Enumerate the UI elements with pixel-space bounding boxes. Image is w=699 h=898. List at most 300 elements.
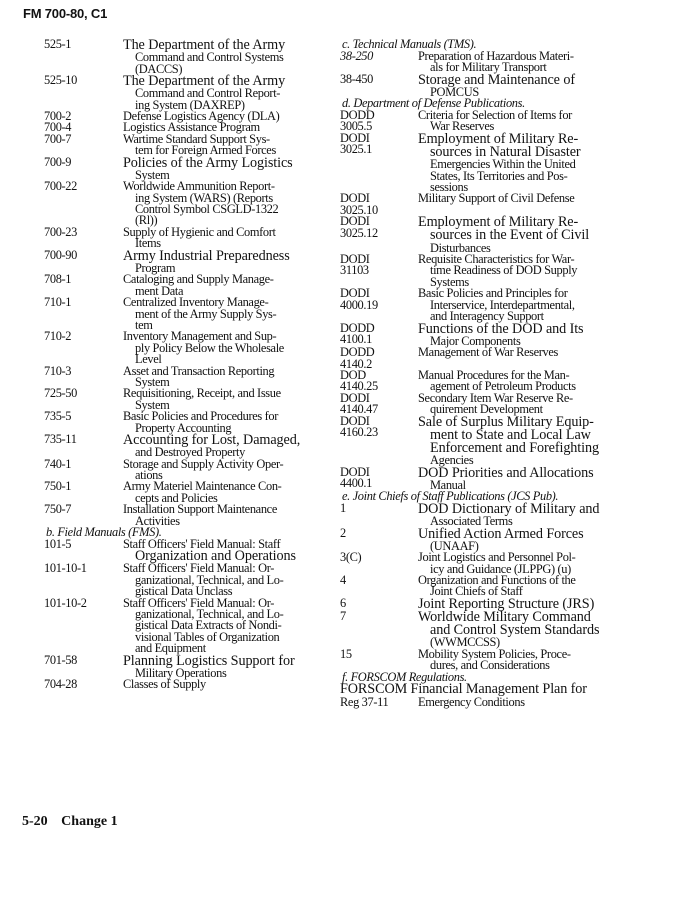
reference-title-line: visional Tables of Organization	[135, 629, 280, 644]
reference-number-line: 101-10-2	[44, 595, 87, 610]
reference-entry	[340, 110, 670, 133]
reference-title-line: Enforcement and Forefighting	[430, 439, 599, 456]
reference-number-line: 4160.23	[340, 424, 378, 439]
reference-entry	[22, 363, 314, 389]
reference-number-line: 700-7	[44, 131, 72, 146]
reference-title	[123, 434, 314, 459]
reference-number	[340, 320, 418, 346]
reference-title-line: ment Data	[135, 283, 184, 298]
reference-number-line: 704-28	[44, 677, 78, 692]
reference-title-line: ment of the Army Supply Sys-	[135, 306, 277, 321]
reference-number	[22, 224, 123, 239]
reference-title	[418, 48, 670, 75]
reference-number	[340, 254, 418, 277]
reference-title-line: and Interagency Support	[430, 309, 544, 324]
reference-title-line: sources in Natural Disaster	[430, 144, 581, 161]
reference-title	[123, 456, 314, 483]
reference-title	[418, 288, 670, 322]
reference-title	[418, 130, 670, 195]
reference-number	[22, 274, 123, 285]
reference-title	[123, 297, 314, 331]
reference-title	[123, 388, 314, 411]
reference-number	[22, 536, 123, 551]
reference-number-line: 4100.1	[340, 331, 372, 346]
section-heading: f. FORSCOM Regulations.	[342, 669, 467, 684]
reference-number-line: 2	[340, 525, 346, 540]
section-heading: b. Field Manuals (FMS).	[46, 525, 162, 540]
reference-number-line: 710-2	[44, 329, 72, 344]
reference-entry	[340, 525, 670, 553]
reference-title-line: The Department of the Army	[123, 37, 286, 53]
reference-number	[22, 481, 123, 492]
reference-number	[340, 525, 418, 540]
reference-title-line: cepts and Policies	[135, 490, 218, 505]
section-heading: e. Joint Chiefs of Staff Publications (JCS Pub).	[342, 489, 559, 504]
reference-number-line: 3005.5	[340, 119, 372, 134]
reference-title-line: Joint Chiefs of Staff	[430, 584, 523, 599]
reference-title-line: Inventory Management and Sup-	[123, 329, 277, 344]
reference-number	[22, 131, 123, 146]
reference-title-line: Criteria for Selection of Items for	[418, 108, 572, 123]
reference-title-line: The Department of the Army	[123, 73, 286, 90]
reference-number	[340, 464, 418, 490]
reference-title-line: System	[135, 397, 170, 412]
reference-number-line: 4400.1	[340, 475, 372, 490]
reference-title-line: Interservice, Interdepartmental,	[430, 297, 575, 312]
reference-title-line: gistical Data Extracts of Nondi-	[135, 618, 282, 633]
reference-title-line: quirement Development	[430, 402, 543, 417]
reference-title-line: ing System (WARS) (Reports	[135, 190, 273, 205]
reference-title-line: als for Military Transport	[430, 60, 547, 75]
reference-title-line: ment to State and Local Law	[430, 426, 591, 443]
reference-number-line: 4140.25	[340, 379, 378, 394]
reference-number-line: DOD	[340, 367, 366, 382]
reference-title-line: Wartime Standard Support Sys-	[123, 131, 270, 146]
reference-title-line: ply Policy Below the Wholesale	[135, 340, 284, 355]
reference-title-line: Army Materiel Maintenance Con-	[123, 479, 282, 494]
reference-title-line: (DACCS)	[135, 61, 183, 76]
reference-title-line: Disturbances	[430, 240, 491, 255]
reference-number	[340, 130, 418, 157]
reference-entry	[22, 434, 314, 459]
reference-number-line: 525-1	[44, 37, 72, 51]
reference-number-line: 31103	[340, 263, 369, 278]
reference-title-line: Joint Reporting Structure (JRS)	[418, 595, 595, 612]
reference-title-line: Major Components	[430, 333, 521, 348]
reference-entry	[340, 130, 670, 195]
reference-title-line: Policies of the Army Logistics	[123, 154, 293, 171]
reference-title-line: Accounting for Lost, Damaged,	[123, 432, 301, 448]
reference-title-line: Worldwide Military Command	[418, 609, 591, 626]
reference-title	[123, 154, 314, 182]
reference-entry	[22, 456, 314, 483]
reference-number-line: DODD	[340, 345, 375, 360]
reference-number	[340, 71, 418, 86]
reference-entry	[340, 71, 670, 99]
reference-entry	[22, 131, 314, 158]
reference-title	[418, 390, 670, 417]
reference-title	[418, 646, 670, 673]
reference-entry	[340, 193, 670, 216]
reference-title	[123, 504, 314, 527]
reference-title-line: icy and Guidance (JLPPG) (u)	[430, 561, 571, 576]
reference-number	[22, 679, 123, 690]
reference-title-line: Preparation of Hazardous Materi-	[418, 48, 574, 63]
reference-title	[418, 320, 670, 348]
reference-title-line: System	[135, 374, 170, 389]
reference-number-line: 3025.10	[340, 202, 378, 217]
reference-entry	[22, 224, 314, 251]
reference-title	[123, 181, 314, 227]
reference-number	[22, 504, 123, 515]
reference-number	[22, 122, 123, 133]
reference-title	[418, 347, 670, 358]
reference-title-line: (UNAAF)	[430, 538, 479, 553]
reference-number-line: 3(C)	[340, 550, 362, 565]
reference-title-line: Emergency Conditions	[418, 694, 525, 709]
reference-entry	[340, 464, 670, 492]
reference-title-line: Mobility System Policies, Proce-	[418, 646, 571, 661]
reference-number-line: DODI	[340, 252, 370, 267]
reference-title-line: Property Accounting	[135, 420, 232, 435]
reference-title	[418, 464, 670, 492]
reference-number-line: DODI	[340, 191, 370, 206]
reference-title-line: DOD Priorities and Allocations	[418, 464, 594, 481]
reference-title	[418, 500, 670, 529]
reference-number	[340, 500, 418, 515]
reference-number-line: 735-11	[44, 432, 77, 446]
reference-number	[340, 552, 418, 563]
reference-title-line: Installation Support Maintenance	[123, 502, 277, 517]
reference-number-line: DODI	[340, 413, 370, 428]
reference-title-line: Cataloging and Supply Manage-	[123, 272, 274, 287]
reference-title	[123, 331, 314, 365]
reference-title-line: Basic Policies and Procedures for	[123, 409, 278, 424]
reference-number	[340, 390, 418, 417]
reference-entry	[22, 536, 314, 565]
reference-title-line: Systems	[430, 274, 469, 289]
reference-title-line: Military Support of Civil Defense	[418, 191, 575, 206]
reference-title-line: DOD Dictionary of Military and	[418, 500, 600, 517]
reference-number-line: DODI	[340, 130, 370, 145]
right-column	[340, 39, 670, 708]
reference-title-line: Staff Officers' Field Manual: Or-	[123, 561, 275, 576]
reference-entry	[22, 274, 314, 297]
reference-title	[123, 563, 314, 597]
reference-title-line: War Reserves	[430, 119, 494, 134]
reference-title	[123, 75, 314, 111]
reference-number-line: DODI	[340, 214, 370, 229]
reference-entry	[340, 694, 670, 709]
reference-title-line: States, Its Territories and Pos-	[430, 168, 568, 183]
reference-title-line: Manual	[430, 477, 466, 492]
reference-number	[22, 331, 123, 342]
reference-title-line: Supply of Hygienic and Comfort	[123, 224, 276, 239]
reference-title	[123, 536, 314, 565]
reference-title	[418, 254, 670, 288]
reference-number	[340, 367, 418, 394]
reference-number	[340, 193, 418, 216]
reference-title	[418, 694, 670, 709]
reference-title	[418, 611, 670, 649]
reference-number	[22, 595, 123, 610]
reference-number-line: 725-50	[44, 386, 78, 401]
reference-number	[340, 288, 418, 311]
reference-number	[340, 413, 418, 439]
reference-entry	[22, 679, 314, 690]
reference-number-line: 101-10-1	[44, 561, 87, 576]
reference-title-line: Planning Logistics Support for	[123, 652, 295, 669]
section-heading: c. Technical Manuals (TMS).	[342, 37, 477, 51]
reference-title-line: Unified Action Armed Forces	[418, 525, 584, 542]
reference-number-line: Reg 37-11	[340, 694, 389, 709]
reference-entry	[22, 39, 314, 75]
reference-entry	[22, 563, 314, 597]
footer-change-label: Change 1	[61, 814, 118, 829]
reference-title-line: Sale of Surplus Military Equip-	[418, 413, 594, 430]
reference-number	[22, 388, 123, 399]
reference-number	[22, 297, 123, 308]
reference-number-line: 740-1	[44, 456, 72, 471]
reference-entry	[340, 575, 670, 598]
reference-number	[22, 181, 123, 192]
reference-title-line: Defense Logistics Agency (DLA)	[123, 109, 280, 124]
reference-entry	[340, 390, 670, 417]
reference-title	[123, 595, 314, 656]
page-footer	[22, 814, 118, 830]
reference-entry	[340, 367, 670, 394]
reference-title-line: ganizational, Technical, and Lo-	[135, 607, 284, 622]
reference-entry	[22, 411, 314, 434]
reference-title	[418, 413, 670, 468]
reference-title-line: Associated Terms	[430, 514, 513, 529]
left-column	[22, 39, 314, 691]
reference-title-line: ations	[135, 468, 163, 483]
reference-title-line: Worldwide Ammunition Report-	[123, 179, 275, 194]
reference-entry	[22, 504, 314, 527]
reference-number-line: 710-3	[44, 363, 72, 378]
reference-entry	[340, 347, 670, 370]
reference-title-line: Staff Officers' Field Manual: Or-	[123, 595, 275, 610]
reference-title-line: Logistics Assistance Program	[123, 120, 260, 135]
reference-title-line: Organization and Operations	[135, 548, 296, 565]
reference-title-line: (WWMCCSS)	[430, 635, 500, 650]
reference-number	[22, 39, 123, 50]
reference-number	[22, 434, 123, 445]
reference-entry	[340, 413, 670, 468]
reference-title-line: sources in the Event of Civil	[430, 227, 590, 244]
reference-title-line: agement of Petroleum Products	[430, 379, 576, 394]
reference-number-line: 708-1	[44, 272, 72, 287]
reference-title-line: Emergencies Within the United	[430, 157, 576, 172]
reference-entry	[22, 247, 314, 275]
reference-entry	[340, 552, 670, 575]
reference-title-line: Employment of Military Re-	[418, 130, 579, 147]
reference-number-line: 700-22	[44, 179, 78, 194]
reference-entry	[340, 48, 670, 75]
reference-number-line: 4000.19	[340, 297, 378, 312]
reference-entry	[22, 595, 314, 656]
reference-number-line: DODI	[340, 390, 370, 405]
reference-number-line: 7	[340, 609, 346, 624]
reference-entry	[22, 652, 314, 680]
reference-number-line: 38-450	[340, 71, 374, 86]
reference-number-line: 700-23	[44, 224, 78, 239]
reference-number-line: 700-2	[44, 109, 72, 124]
reference-title	[123, 131, 314, 158]
reference-number	[340, 646, 418, 661]
reference-number	[22, 456, 123, 471]
reference-title-line: Military Operations	[135, 665, 227, 680]
reference-title-line: System	[135, 167, 170, 182]
reference-title	[123, 224, 314, 251]
reference-title	[123, 39, 314, 75]
reference-title-line: time Readiness of DOD Supply	[430, 263, 578, 278]
reference-title-line: Requisitioning, Receipt, and Issue	[123, 386, 281, 401]
reference-number-line: 750-1	[44, 479, 72, 494]
reference-title-line: Staff Officers' Field Manual: Staff	[123, 536, 281, 551]
reference-entry	[22, 75, 314, 111]
reference-title	[123, 652, 314, 680]
reference-title-line: Items	[135, 236, 161, 251]
reference-number	[22, 111, 123, 122]
reference-number-line: 710-1	[44, 295, 72, 310]
reference-entry	[340, 646, 670, 673]
reference-title-line: Storage and Supply Activity Oper-	[123, 456, 284, 471]
reference-number-line: DODI	[340, 286, 370, 301]
reference-number	[340, 694, 418, 709]
reference-title-line: Agencies	[430, 453, 474, 468]
reference-title-line: ganizational, Technical, and Lo-	[135, 572, 284, 587]
reference-entry	[22, 481, 314, 504]
reference-title-line: and Equipment	[135, 641, 206, 656]
reference-number-line: DODI	[340, 464, 370, 479]
reference-number-line: 750-7	[44, 502, 72, 517]
reference-title-line: Requisite Characteristics for War-	[418, 252, 575, 267]
footer-page-number: 5-20	[22, 814, 48, 829]
reference-entry	[22, 388, 314, 411]
reference-entry	[22, 154, 314, 182]
reference-number-line: 4140.2	[340, 356, 372, 371]
reference-title-line: Management of War Reserves	[418, 345, 559, 360]
reference-number-line: 38-250	[340, 48, 374, 63]
reference-title-line: Command and Control Systems	[135, 50, 284, 65]
reference-title-line: (Rl))	[135, 213, 158, 228]
reference-title-line: Organization and Functions of the	[418, 573, 576, 588]
reference-title-line: Classes of Supply	[123, 677, 206, 692]
reference-title-line: Program	[135, 260, 176, 275]
reference-title-line: Centralized Inventory Manage-	[123, 295, 269, 310]
reference-entry	[340, 500, 670, 529]
reference-title-line: Army Industrial Preparedness	[123, 247, 290, 264]
reference-title	[418, 552, 670, 575]
reference-entry	[22, 331, 314, 365]
reference-title-line: gistical Data Unclass	[135, 584, 233, 599]
reference-number	[22, 363, 123, 378]
reference-entry	[340, 288, 670, 322]
reference-title	[418, 525, 670, 553]
reference-number	[22, 154, 123, 169]
reference-number-line: 4140.47	[340, 402, 378, 417]
reference-title-line: Control Symbol CSGLD-1322	[135, 202, 279, 217]
reference-title	[418, 71, 670, 99]
reference-number-line: 3025.1	[340, 142, 372, 157]
reference-number	[340, 595, 418, 610]
reference-title	[418, 110, 670, 133]
reference-number-line: 701-58	[44, 652, 78, 667]
reference-entry	[340, 320, 670, 348]
reference-title-line: and Destroyed Property	[135, 445, 245, 460]
reference-number-line: 700-90	[44, 247, 78, 262]
reference-number-line: 101-5	[44, 536, 72, 551]
reference-title	[123, 411, 314, 434]
reference-title	[123, 363, 314, 389]
reference-title-line: tem for Foreign Armed Forces	[135, 143, 276, 158]
reference-title	[418, 216, 670, 254]
reference-title-line: Level	[135, 352, 162, 367]
reference-number-line: 1	[340, 500, 346, 515]
reference-entry	[22, 297, 314, 331]
reference-title-line: Employment of Military Re-	[418, 214, 579, 231]
reference-number-line: 6	[340, 595, 346, 610]
reference-number-line: 700-4	[44, 120, 72, 135]
reference-number	[22, 563, 123, 574]
reference-title	[418, 367, 670, 394]
reference-number	[22, 247, 123, 262]
reference-title-line: sessions	[430, 180, 468, 195]
reference-entry	[340, 216, 670, 254]
reference-number-line: 735-5	[44, 409, 72, 424]
reference-number-line: 700-9	[44, 154, 72, 169]
reference-title-line: Activities	[135, 513, 180, 528]
page-header: FM 700-80, C1	[23, 6, 108, 21]
reference-entry	[22, 181, 314, 227]
reference-title-line: Joint Logistics and Personnel Pol-	[418, 550, 576, 565]
reference-title-line: and Control System Standards	[430, 622, 600, 639]
reference-number-line: DODD	[340, 108, 375, 123]
reference-title-line: POMCUS	[430, 84, 479, 99]
reference-title-line: ing System (DAXREP)	[135, 97, 245, 112]
reference-number-line: DODD	[340, 320, 375, 335]
reference-number-line: 3025.12	[340, 225, 378, 240]
reference-title-line: Functions of the DOD and Its	[418, 320, 584, 337]
reference-entry	[340, 254, 670, 288]
reference-title	[123, 481, 314, 504]
reference-number	[22, 411, 123, 422]
reference-number-line: 15	[340, 646, 352, 661]
reference-title	[123, 274, 314, 297]
reference-number	[22, 652, 123, 667]
reference-title-line: dures, and Considerations	[430, 658, 550, 673]
reference-entry	[340, 611, 670, 649]
reference-number	[340, 611, 418, 622]
reference-number	[22, 75, 123, 86]
section-heading: d. Department of Defense Publications.	[342, 96, 525, 111]
reference-title-line: Manual Procedures for the Man-	[418, 367, 570, 382]
reference-title	[123, 247, 314, 275]
reference-number	[340, 48, 418, 63]
reference-title-line: tem	[135, 317, 153, 332]
reference-title-line: Storage and Maintenance of	[418, 71, 575, 88]
reference-number	[340, 575, 418, 586]
reference-number-line: 4	[340, 573, 346, 588]
reference-line: FORSCOM Financial Management Plan for	[340, 681, 587, 698]
reference-title	[123, 679, 314, 690]
reference-title-line: Basic Policies and Principles for	[418, 286, 568, 301]
reference-title	[418, 575, 670, 598]
reference-title-line: Asset and Transaction Reporting	[123, 363, 275, 378]
reference-title	[418, 193, 670, 204]
